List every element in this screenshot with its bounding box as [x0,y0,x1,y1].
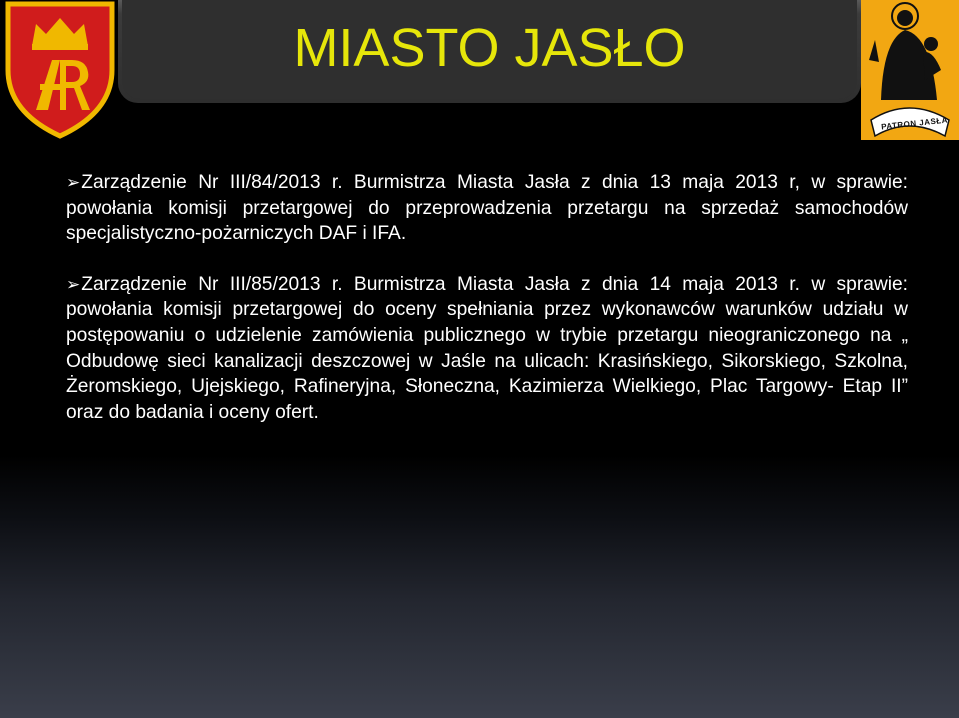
patron-label: PATRON JASŁA [880,115,949,132]
page-title: MIASTO JASŁO [293,18,686,78]
content-area [66,170,908,450]
item-text: Zarządzenie Nr III/85/2013 r. Burmistrza Miasta Jasła z dnia 14 maja 2013 r. w sprawie: powołania komisji przetargowej do oceny spełniania przez wykonawców warunków udziału w postępowaniu o udzielenie zamówienia publicznego w trybie przetargu nieograniczonego na „ Odbudowę sieci kanalizacji deszczowej w Jaśle na ulicach: Krasińskiego, Sikorskiego, Szkolna, Żeromskiego, Ujejskiego, Rafineryjna, Słoneczna, Kazimierza Wielkiego, Plac Targowy- Etap II” oraz do badania i oceny ofert. [66,273,908,423]
title-bar [118,0,861,103]
item-text: Zarządzenie Nr III/84/2013 r. Burmistrza Miasta Jasła z dnia 13 maja 2013 r, w sprawie: powołania komisji przetargowej do przeprowadzenia przetargu na sprzedaż samochodów specjalistyczno-pożarniczych DAF i IFA. [66,172,908,245]
arrow-bullet-icon: ➢ [66,274,81,294]
list-item [66,170,908,247]
arrow-bullet-icon: ➢ [66,173,81,192]
patron-image [861,0,959,140]
list-item [66,272,908,426]
coat-of-arms-logo [2,0,118,140]
